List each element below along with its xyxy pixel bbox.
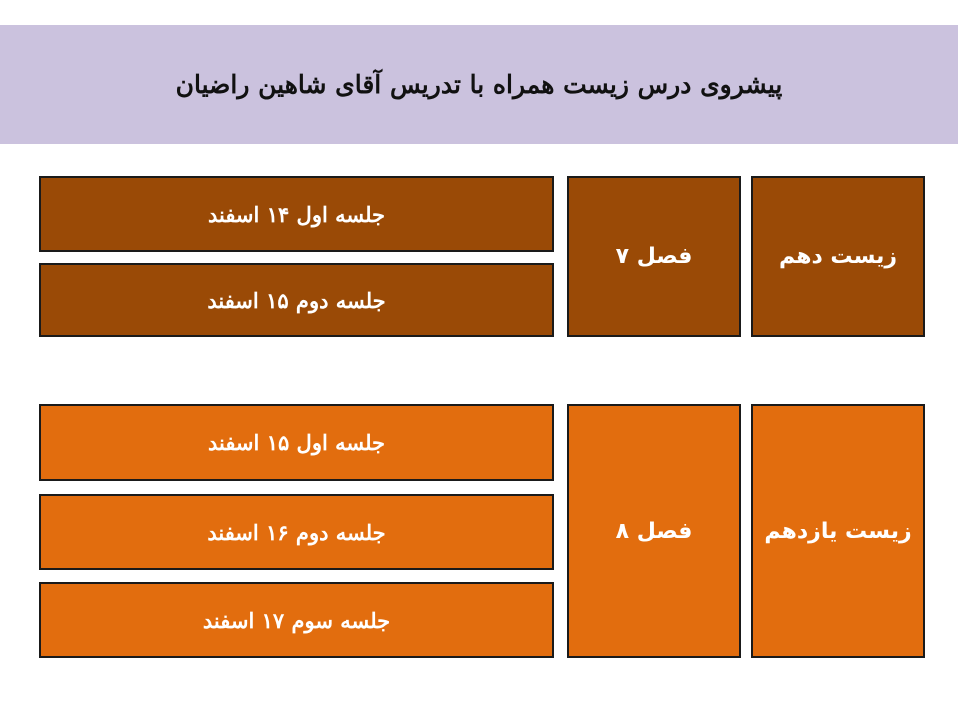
grade-box-10 xyxy=(751,176,925,337)
session-label: جلسه سوم ۱۷ اسفند xyxy=(202,607,391,633)
session-box xyxy=(39,404,554,481)
session-box xyxy=(39,176,554,252)
chapter-box-7 xyxy=(567,176,741,337)
session-label: جلسه دوم ۱۵ اسفند xyxy=(207,287,386,313)
session-box xyxy=(39,494,554,570)
session-box xyxy=(39,582,554,658)
session-box xyxy=(39,263,554,337)
chapter-label: فصل ۷ xyxy=(615,244,693,269)
session-label: جلسه دوم ۱۶ اسفند xyxy=(207,519,386,545)
grade-label: زیست دهم xyxy=(778,244,898,269)
grade-label: زیست یازدهم xyxy=(764,518,912,544)
title-banner xyxy=(0,25,958,144)
chapter-label: فصل ۸ xyxy=(615,518,693,544)
session-label: جلسه اول ۱۴ اسفند xyxy=(207,201,386,227)
session-label: جلسه اول ۱۵ اسفند xyxy=(207,430,386,455)
chapter-box-8 xyxy=(567,404,741,658)
grade-box-11 xyxy=(751,404,925,658)
page-title: پیشروی درس زیست همراه با تدریس آقای شاهین راضیان xyxy=(175,70,783,99)
